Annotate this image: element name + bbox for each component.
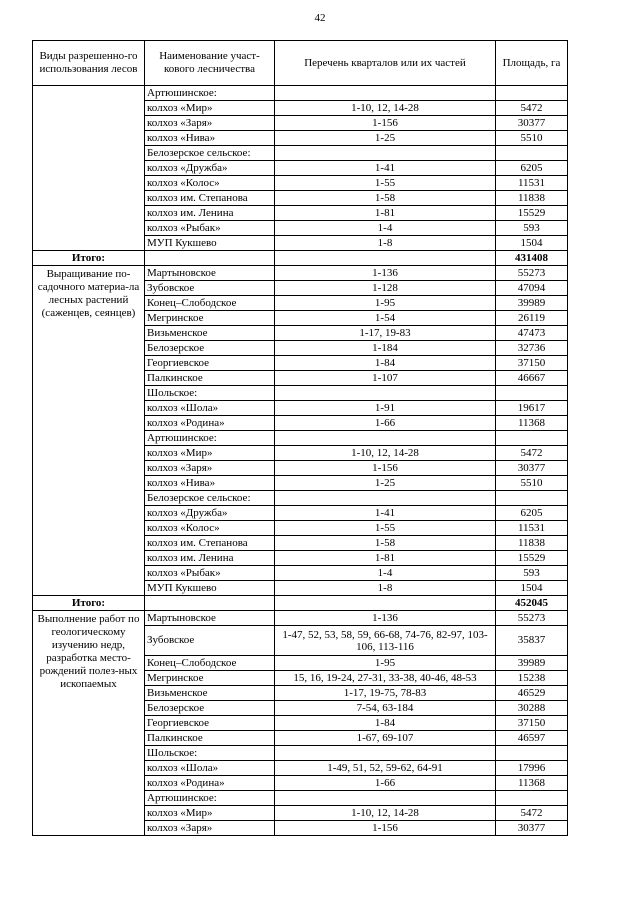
header-quarters: Перечень кварталов или их частей [275,41,496,86]
forestry-name-cell: колхоз «Рыбак» [145,221,275,236]
area-cell: 15529 [496,551,568,566]
table-row [33,86,568,101]
quarters-cell: 1-25 [275,131,496,146]
forestry-name-cell: Конец–Слободское [145,296,275,311]
area-cell: 37150 [496,716,568,731]
area-cell: 11368 [496,416,568,431]
use-type-cell: Выращивание по-садочного материа-ла лесных растений (саженцев, сеянцев) [33,266,145,596]
header-row [33,41,568,86]
area-cell: 32736 [496,341,568,356]
area-cell [496,791,568,806]
area-cell: 17996 [496,761,568,776]
area-cell: 593 [496,221,568,236]
quarters-cell: 1-10, 12, 14-28 [275,101,496,116]
quarters-cell: 1-58 [275,191,496,206]
forestry-name-cell: колхоз «Шола» [145,401,275,416]
quarters-cell [275,146,496,161]
quarters-cell: 1-107 [275,371,496,386]
area-cell: 46529 [496,686,568,701]
quarters-cell [275,386,496,401]
area-cell: 15529 [496,206,568,221]
forest-use-table [32,40,568,836]
total-label: Итого: [33,596,145,611]
empty-cell [145,251,275,266]
quarters-cell: 1-184 [275,341,496,356]
header-forestry: Наименование участ-кового лесничества [145,41,275,86]
forestry-name-cell: Георгиевское [145,356,275,371]
forestry-name-cell: колхоз «Дружба» [145,161,275,176]
forestry-name-cell: колхоз «Заря» [145,821,275,836]
empty-cell [145,596,275,611]
area-cell [496,491,568,506]
quarters-cell: 1-91 [275,401,496,416]
forestry-name-cell: колхоз «Шола» [145,761,275,776]
quarters-cell: 1-67, 69-107 [275,731,496,746]
quarters-cell: 1-41 [275,161,496,176]
area-cell: 11531 [496,521,568,536]
quarters-cell: 1-81 [275,551,496,566]
forestry-name-cell: колхоз «Родина» [145,776,275,791]
quarters-cell: 1-8 [275,236,496,251]
area-cell: 30377 [496,116,568,131]
area-cell: 593 [496,566,568,581]
area-cell: 1504 [496,236,568,251]
use-type-cell: Выполнение работ по геологическому изучению недр, разработка место-рождений полез-ных ископаемых [33,611,145,836]
forestry-name-cell: Палкинское [145,371,275,386]
area-cell [496,146,568,161]
quarters-cell [275,791,496,806]
quarters-cell: 1-66 [275,776,496,791]
area-cell: 11838 [496,536,568,551]
table-row [33,611,568,626]
total-label: Итого: [33,251,145,266]
area-cell: 6205 [496,506,568,521]
quarters-cell: 1-55 [275,521,496,536]
forestry-name-cell: колхоз «Мир» [145,101,275,116]
quarters-cell: 1-84 [275,716,496,731]
quarters-cell: 7-54, 63-184 [275,701,496,716]
quarters-cell: 1-136 [275,266,496,281]
area-cell: 5472 [496,446,568,461]
area-cell: 46597 [496,731,568,746]
forestry-name-cell: Визьменское [145,326,275,341]
forestry-name-cell: колхоз «Родина» [145,416,275,431]
forestry-name-cell: колхоз «Заря» [145,116,275,131]
quarters-cell: 1-8 [275,581,496,596]
quarters-cell: 15, 16, 19-24, 27-31, 33-38, 40-46, 48-53 [275,671,496,686]
quarters-cell [275,86,496,101]
area-cell: 30377 [496,461,568,476]
quarters-cell: 1-4 [275,221,496,236]
area-cell: 47473 [496,326,568,341]
forestry-name-cell: Белозерское [145,701,275,716]
empty-cell [275,596,496,611]
area-cell: 39989 [496,656,568,671]
forestry-name-cell: Артюшинское: [145,86,275,101]
empty-cell [275,251,496,266]
quarters-cell: 1-10, 12, 14-28 [275,806,496,821]
area-cell: 11531 [496,176,568,191]
quarters-cell: 1-81 [275,206,496,221]
total-row [33,596,568,611]
quarters-cell: 1-49, 51, 52, 59-62, 64-91 [275,761,496,776]
area-cell [496,86,568,101]
quarters-cell: 1-25 [275,476,496,491]
forestry-name-cell: Мегринское [145,671,275,686]
quarters-cell: 1-10, 12, 14-28 [275,446,496,461]
quarters-cell [275,431,496,446]
area-cell: 5472 [496,806,568,821]
quarters-cell: 1-156 [275,461,496,476]
forestry-name-cell: МУП Кукшево [145,236,275,251]
area-cell: 35837 [496,626,568,656]
forestry-name-cell: Шольское: [145,386,275,401]
forestry-name-cell: колхоз «Нива» [145,476,275,491]
forestry-name-cell: Белозерское [145,341,275,356]
quarters-cell: 1-128 [275,281,496,296]
area-cell: 37150 [496,356,568,371]
quarters-cell: 1-136 [275,611,496,626]
forestry-name-cell: Мартыновское [145,611,275,626]
area-cell [496,386,568,401]
quarters-cell [275,746,496,761]
area-cell [496,431,568,446]
quarters-cell: 1-17, 19-83 [275,326,496,341]
area-cell: 15238 [496,671,568,686]
forestry-name-cell: Шольское: [145,746,275,761]
forestry-name-cell: колхоз им. Ленина [145,206,275,221]
forestry-name-cell: Мегринское [145,311,275,326]
forestry-name-cell: МУП Кукшево [145,581,275,596]
area-cell: 11838 [496,191,568,206]
area-cell: 5472 [496,101,568,116]
header-use: Виды разрешенно-го использования лесов [33,41,145,86]
area-cell: 5510 [496,131,568,146]
quarters-cell: 1-58 [275,536,496,551]
area-cell: 55273 [496,611,568,626]
area-cell: 1504 [496,581,568,596]
quarters-cell: 1-156 [275,821,496,836]
quarters-cell: 1-156 [275,116,496,131]
area-cell [496,746,568,761]
table-row [33,266,568,281]
area-cell: 46667 [496,371,568,386]
quarters-cell: 1-95 [275,656,496,671]
total-value: 431408 [496,251,568,266]
area-cell: 26119 [496,311,568,326]
forestry-name-cell: Артюшинское: [145,791,275,806]
quarters-cell: 1-66 [275,416,496,431]
area-cell: 30288 [496,701,568,716]
forestry-name-cell: колхоз «Заря» [145,461,275,476]
forestry-name-cell: колхоз «Нива» [145,131,275,146]
page-number: 42 [314,12,326,24]
quarters-cell: 1-54 [275,311,496,326]
table-body [33,86,568,836]
header-area: Площадь, га [496,41,568,86]
forestry-name-cell: колхоз «Мир» [145,806,275,821]
use-type-cell [33,86,145,251]
quarters-cell: 1-84 [275,356,496,371]
forestry-name-cell: Визьменское [145,686,275,701]
area-cell: 39989 [496,296,568,311]
quarters-cell [275,491,496,506]
forestry-name-cell: колхоз «Дружба» [145,506,275,521]
forestry-name-cell: Зубовское [145,626,275,656]
area-cell: 11368 [496,776,568,791]
forestry-name-cell: колхоз им. Степанова [145,191,275,206]
area-cell: 5510 [496,476,568,491]
forestry-name-cell: Белозерское сельское: [145,146,275,161]
quarters-cell: 1-41 [275,506,496,521]
forestry-name-cell: Мартыновское [145,266,275,281]
total-row [33,251,568,266]
forestry-name-cell: колхоз им. Степанова [145,536,275,551]
forestry-name-cell: колхоз «Колос» [145,521,275,536]
area-cell: 55273 [496,266,568,281]
area-cell: 47094 [496,281,568,296]
forestry-name-cell: колхоз им. Ленина [145,551,275,566]
total-value: 452045 [496,596,568,611]
quarters-cell: 1-17, 19-75, 78-83 [275,686,496,701]
forestry-name-cell: Зубовское [145,281,275,296]
quarters-cell: 1-4 [275,566,496,581]
area-cell: 6205 [496,161,568,176]
area-cell: 19617 [496,401,568,416]
forestry-name-cell: Артюшинское: [145,431,275,446]
quarters-cell: 1-47, 52, 53, 58, 59, 66-68, 74-76, 82-97, 103-106, 113-116 [275,626,496,656]
forestry-name-cell: Конец–Слободское [145,656,275,671]
forestry-name-cell: колхоз «Мир» [145,446,275,461]
forestry-name-cell: Палкинское [145,731,275,746]
forestry-name-cell: Белозерское сельское: [145,491,275,506]
area-cell: 30377 [496,821,568,836]
quarters-cell: 1-95 [275,296,496,311]
quarters-cell: 1-55 [275,176,496,191]
forestry-name-cell: Георгиевское [145,716,275,731]
forestry-name-cell: колхоз «Колос» [145,176,275,191]
forestry-name-cell: колхоз «Рыбак» [145,566,275,581]
